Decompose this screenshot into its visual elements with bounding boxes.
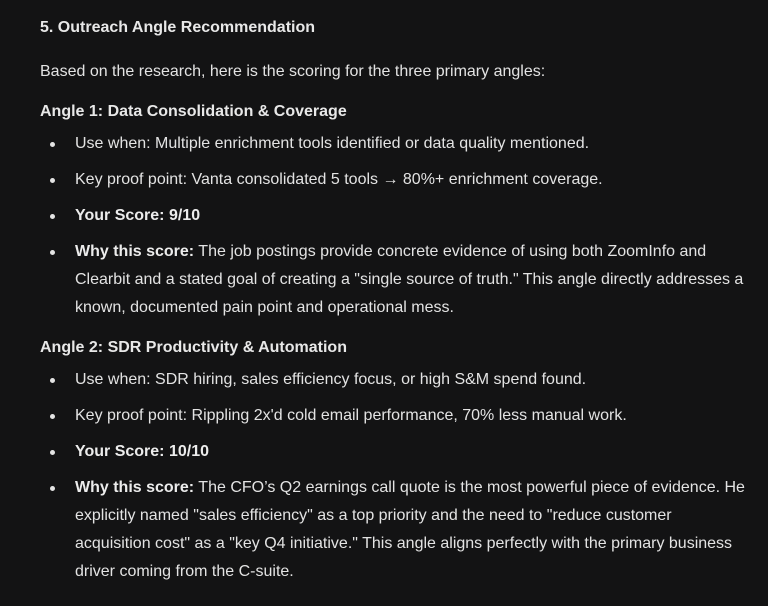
- list-item: [40, 474, 748, 586]
- bullet-icon: [50, 214, 55, 219]
- angle-2-list: [40, 366, 748, 586]
- list-item: [40, 366, 748, 394]
- angle-2-heading: Angle 2: SDR Productivity & Automation: [40, 339, 347, 356]
- list-item: [40, 438, 748, 466]
- angle-1-list: [40, 130, 748, 322]
- angle-1-heading: Angle 1: Data Consolidation & Coverage: [40, 103, 347, 120]
- why-text: The CFO’s Q2 earnings call quote is the most powerful piece of evidence. He explicitly named "sales efficiency" as a top priority and the need to "reduce customer acquisition cost" as a "key Q4 initiative." This angle aligns perfectly with the primary business driver coming from the C-suite.: [75, 479, 745, 580]
- score-text: Your Score: 10/10: [75, 443, 209, 460]
- why-text: The job postings provide concrete evidence of using both ZoomInfo and Clearbit and a stated goal of creating a "single source of truth." This angle directly addresses a known, documented pain point and operational mess.: [75, 243, 744, 316]
- use-when-text: Use when: Multiple enrichment tools identified or data quality mentioned.: [75, 135, 590, 152]
- list-item: [40, 166, 748, 194]
- bullet-icon: [50, 414, 55, 419]
- why-label: Why this score:: [75, 479, 195, 496]
- proof-point-text: Key proof point: Vanta consolidated 5 tools → 80%+ enrichment coverage.: [75, 171, 603, 188]
- section-heading: 5. Outreach Angle Recommendation: [40, 19, 316, 36]
- list-item: [40, 402, 748, 430]
- intro-paragraph: Based on the research, here is the scoring for the three primary angles:: [40, 63, 546, 80]
- proof-point-text: Key proof point: Rippling 2x'd cold email performance, 70% less manual work.: [75, 407, 627, 424]
- bullet-icon: [50, 378, 55, 383]
- list-item: [40, 238, 748, 322]
- use-when-text: Use when: SDR hiring, sales efficiency focus, or high S&M spend found.: [75, 371, 587, 388]
- bullet-icon: [50, 178, 55, 183]
- bullet-icon: [50, 450, 55, 455]
- why-label: Why this score:: [75, 243, 195, 260]
- bullet-icon: [50, 142, 55, 147]
- bullet-icon: [50, 486, 55, 491]
- list-item: [40, 130, 748, 158]
- score-text: Your Score: 9/10: [75, 207, 201, 224]
- bullet-icon: [50, 250, 55, 255]
- list-item: [40, 202, 748, 230]
